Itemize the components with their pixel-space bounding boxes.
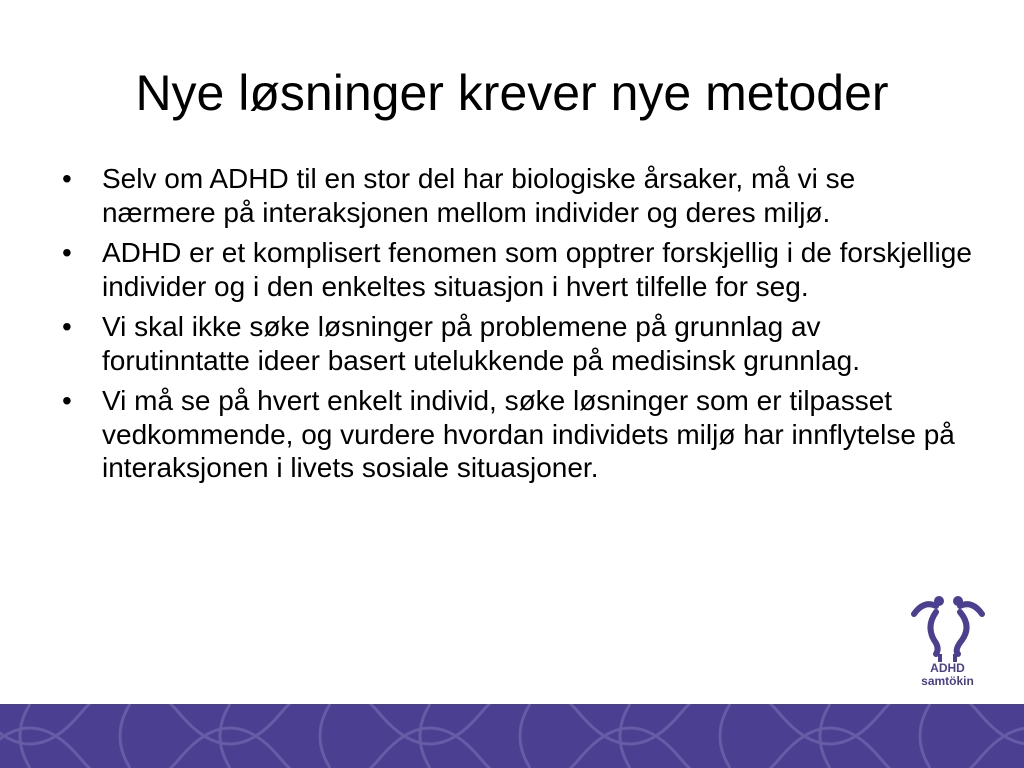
adhd-samtokin-logo <box>900 592 995 697</box>
bullet-marker: • <box>62 311 72 342</box>
bullet-marker: • <box>62 237 72 268</box>
slide-title: Nye løsninger krever nye metoder <box>135 65 889 121</box>
bullet-item <box>62 162 972 229</box>
bullet-marker: • <box>62 163 72 194</box>
bullet-text: Vi skal ikke søke løsninger på problemene på grunnlag av forutinntatte ideer basert utelukkende på medisinsk grunnlag. <box>102 311 861 376</box>
bullet-item <box>62 236 972 303</box>
bullet-text: ADHD er et komplisert fenomen som opptrer forskjellig i de forskjellige individer og i den enkeltes situasjon i hvert tilfelle for seg. <box>102 237 972 302</box>
bullet-item <box>62 310 972 377</box>
bullet-marker: • <box>62 385 72 416</box>
bullet-item <box>62 384 972 485</box>
bullet-list <box>62 162 972 492</box>
logo-text-adhd: ADHD <box>930 661 965 675</box>
footer-band <box>0 704 1024 768</box>
footer-swirl-pattern <box>0 704 1024 768</box>
bullet-text: Vi må se på hvert enkelt individ, søke løsninger som er tilpasset vedkommende, og vurdere hvordan individets miljø har innflytelse på interaksjonen i livets sosiale situasjoner. <box>102 385 955 483</box>
logo-text-samtokin: samtökin <box>921 674 974 688</box>
bullet-text: Selv om ADHD til en stor del har biologiske årsaker, må vi se nærmere på interaksjonen mellom individer og deres miljø. <box>102 163 856 228</box>
adhd-figures-icon <box>906 592 990 662</box>
